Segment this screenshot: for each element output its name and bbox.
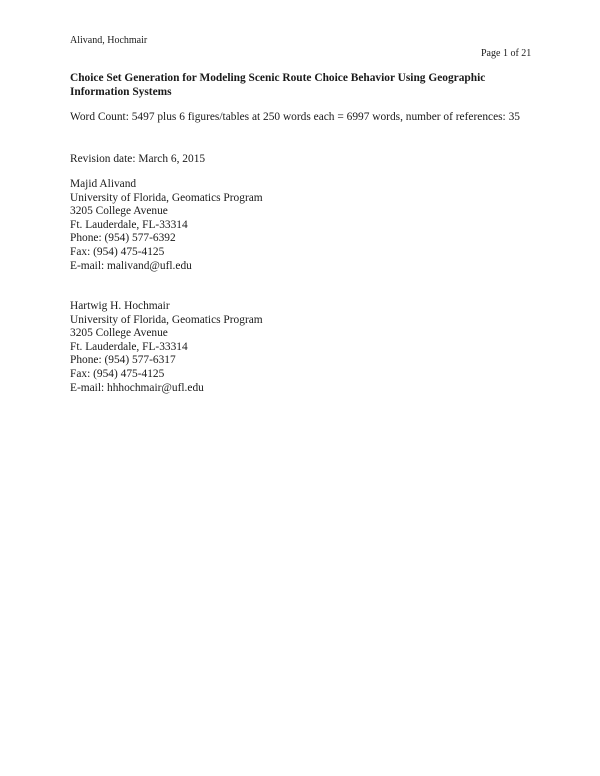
author-email: E-mail: hhhochmair@ufl.edu [70,381,204,394]
paper-title: Choice Set Generation for Modeling Scenic Route Choice Behavior Using Geographic Information Systems [70,72,486,98]
page-number: Page 1 of 21 [481,48,532,59]
running-head: Alivand, Hochmair [70,35,148,46]
author-block [70,178,470,273]
author-city: Ft. Lauderdale, FL-33314 [70,218,188,231]
word-count: Word Count: 5497 plus 6 figures/tables at 250 words each = 6997 words, number of references: 35 [70,111,520,123]
author-phone: Phone: (954) 577-6392 [70,232,176,245]
author-street: 3205 College Avenue [70,205,168,218]
author-phone: Phone: (954) 577-6317 [70,354,176,367]
author-fax: Fax: (954) 475-4125 [70,245,165,258]
author-fax: Fax: (954) 475-4125 [70,367,165,380]
revision-date: Revision date: March 6, 2015 [70,153,206,165]
author-name: Majid Alivand [70,178,137,190]
author-block [70,300,470,395]
author-name: Hartwig H. Hochmair [70,300,170,312]
author-street: 3205 College Avenue [70,327,168,340]
author-affiliation: University of Florida, Geomatics Program [70,191,263,204]
author-email: E-mail: malivand@ufl.edu [70,259,192,272]
author-affiliation: University of Florida, Geomatics Program [70,313,263,326]
author-city: Ft. Lauderdale, FL-33314 [70,340,188,353]
